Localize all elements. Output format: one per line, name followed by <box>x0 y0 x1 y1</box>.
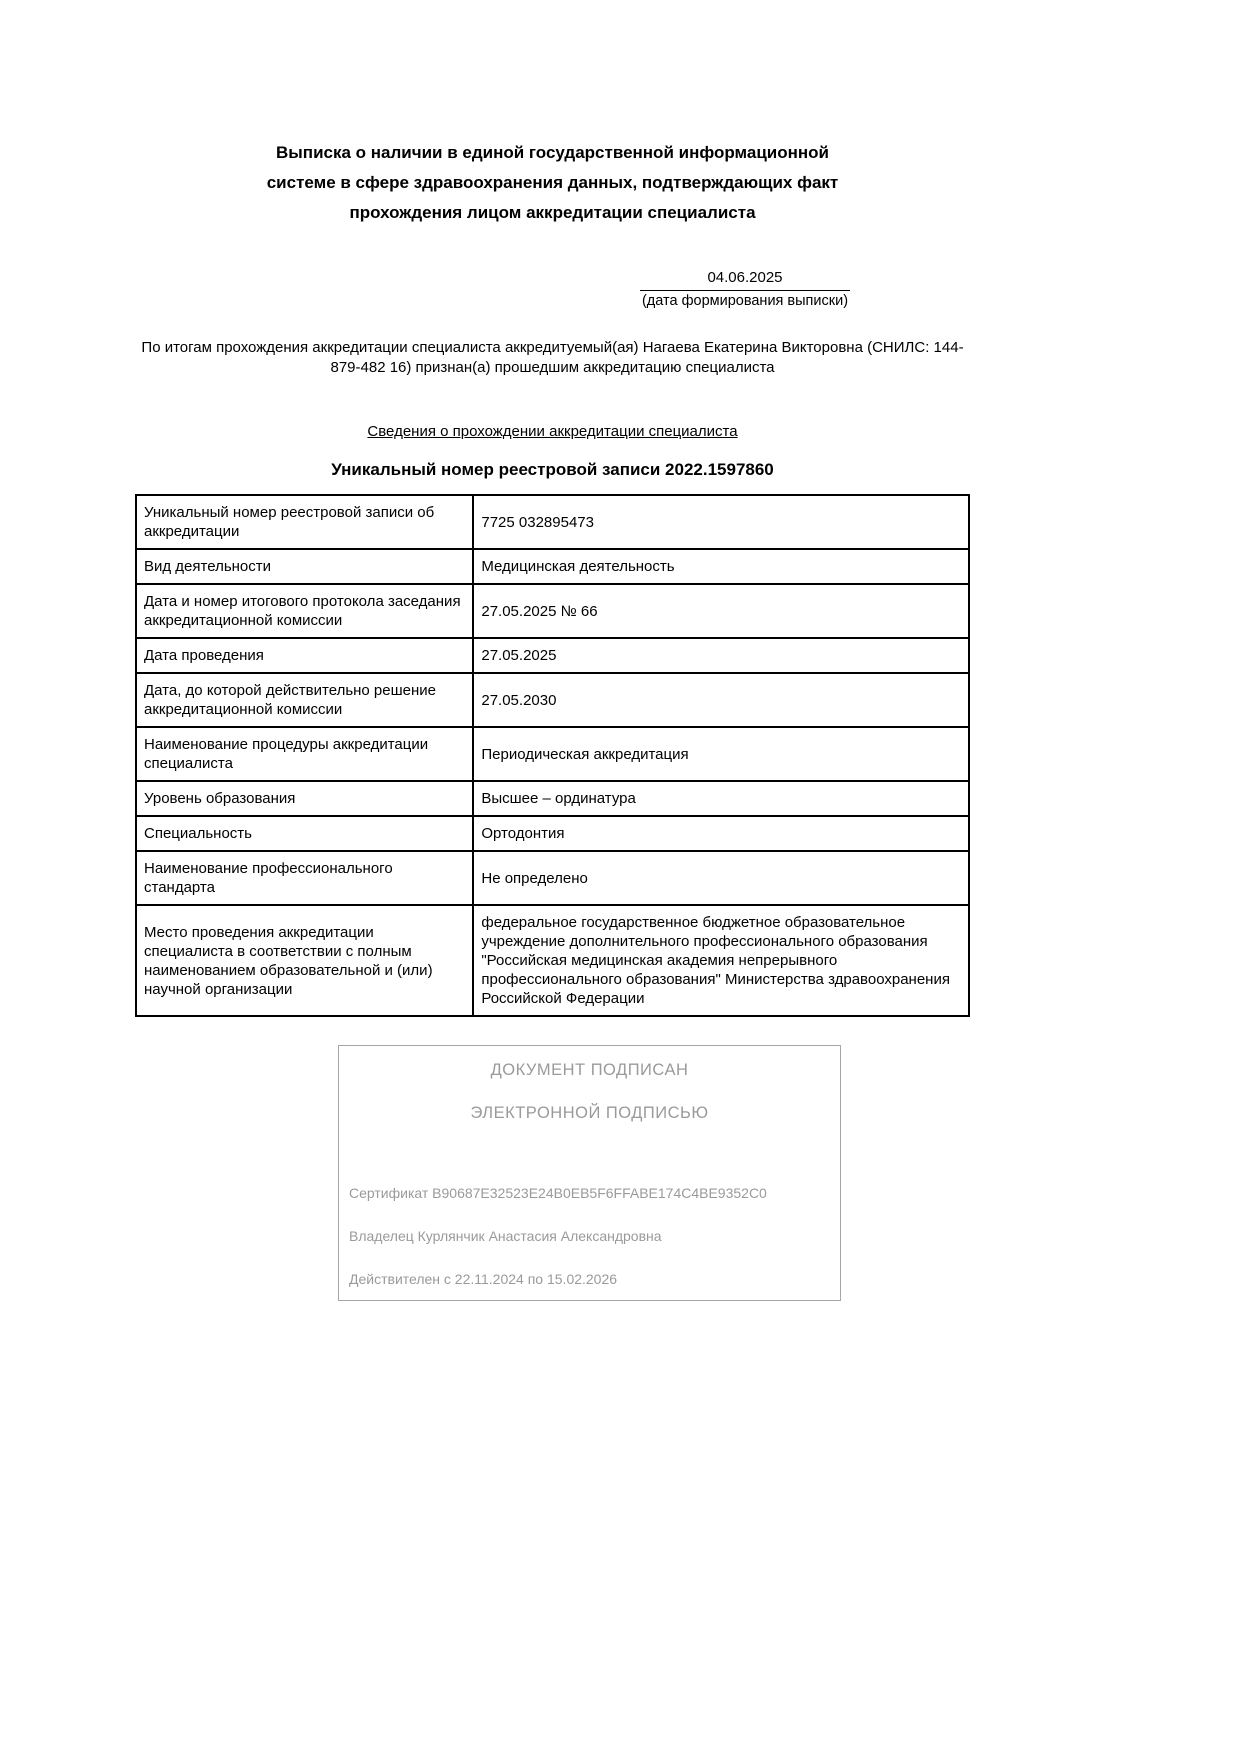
section-header-text: Сведения о прохождении аккредитации специалиста <box>367 423 738 440</box>
generation-date-block <box>640 268 850 310</box>
generation-date: 04.06.2025 <box>640 268 850 291</box>
row-value: Не определено <box>473 851 969 905</box>
row-value: 7725 032895473 <box>473 495 969 549</box>
table-row <box>136 905 969 1016</box>
table-row <box>136 549 969 584</box>
row-label: Дата и номер итогового протокола заседания аккредитационной комиссии <box>136 584 473 638</box>
table-row <box>136 781 969 816</box>
row-label: Наименование профессионального стандарта <box>136 851 473 905</box>
row-label: Специальность <box>136 816 473 851</box>
row-label: Уникальный номер реестровой записи об аккредитации <box>136 495 473 549</box>
electronic-signature-stamp <box>338 1045 841 1301</box>
section-header <box>135 422 970 441</box>
row-value: 27.05.2025 <box>473 638 969 673</box>
document-title-line-1: Выписка о наличии в единой государственной информационной <box>276 143 829 162</box>
accreditation-table <box>135 494 970 1017</box>
document-content <box>135 0 970 1301</box>
table-row <box>136 495 969 549</box>
row-label: Дата, до которой действительно решение аккредитационной комиссии <box>136 673 473 727</box>
row-label: Место проведения аккредитации специалиста в соответствии с полным наименованием образовательной и (или) научной организации <box>136 905 473 1016</box>
row-value: 27.05.2025 № 66 <box>473 584 969 638</box>
document-title <box>135 138 970 228</box>
row-label: Вид деятельности <box>136 549 473 584</box>
document-title-line-3: прохождения лицом аккредитации специалиста <box>349 203 756 222</box>
row-value: Периодическая аккредитация <box>473 727 969 781</box>
document-title-line-2: системе в сфере здравоохранения данных, подтверждающих факт <box>266 173 839 192</box>
table-row <box>136 673 969 727</box>
generation-date-caption: (дата формирования выписки) <box>641 293 849 309</box>
row-label: Дата проведения <box>136 638 473 673</box>
row-label: Наименование процедуры аккредитации специалиста <box>136 727 473 781</box>
table-row <box>136 851 969 905</box>
row-label: Уровень образования <box>136 781 473 816</box>
signature-heading-line-2: ЭЛЕКТРОННОЙ ПОДПИСЬЮ <box>470 1104 709 1122</box>
row-value: 27.05.2030 <box>473 673 969 727</box>
row-value: Ортодонтия <box>473 816 969 851</box>
table-row <box>136 584 969 638</box>
signature-certificate: Сертификат B90687E32523E24B0EB5F6FFABE174C4BE9352C0 <box>349 1185 767 1201</box>
row-value: федеральное государственное бюджетное образовательное учреждение дополнительного профессионального образования "Российская медицинская академия непрерывного профессионального образования" Министерства здравоохранения Российской Федерации <box>473 905 969 1016</box>
row-value: Высшее – ординатура <box>473 781 969 816</box>
signature-heading-line-1: ДОКУМЕНТ ПОДПИСАН <box>490 1061 689 1079</box>
signature-validity: Действителен с 22.11.2024 по 15.02.2026 <box>349 1271 618 1287</box>
table-row <box>136 638 969 673</box>
intro-paragraph: По итогам прохождения аккредитации специалиста аккредитуемый(ая) Нагаева Екатерина Викторовна (СНИЛС: 144-879-482 16) признан(а) прошедшим аккредитацию специалиста <box>141 339 964 376</box>
row-value: Медицинская деятельность <box>473 549 969 584</box>
table-row <box>136 727 969 781</box>
record-number-header: Уникальный номер реестровой записи 2022.1597860 <box>331 460 774 479</box>
signature-owner: Владелец Курлянчик Анастасия Александровна <box>349 1228 662 1244</box>
table-row <box>136 816 969 851</box>
